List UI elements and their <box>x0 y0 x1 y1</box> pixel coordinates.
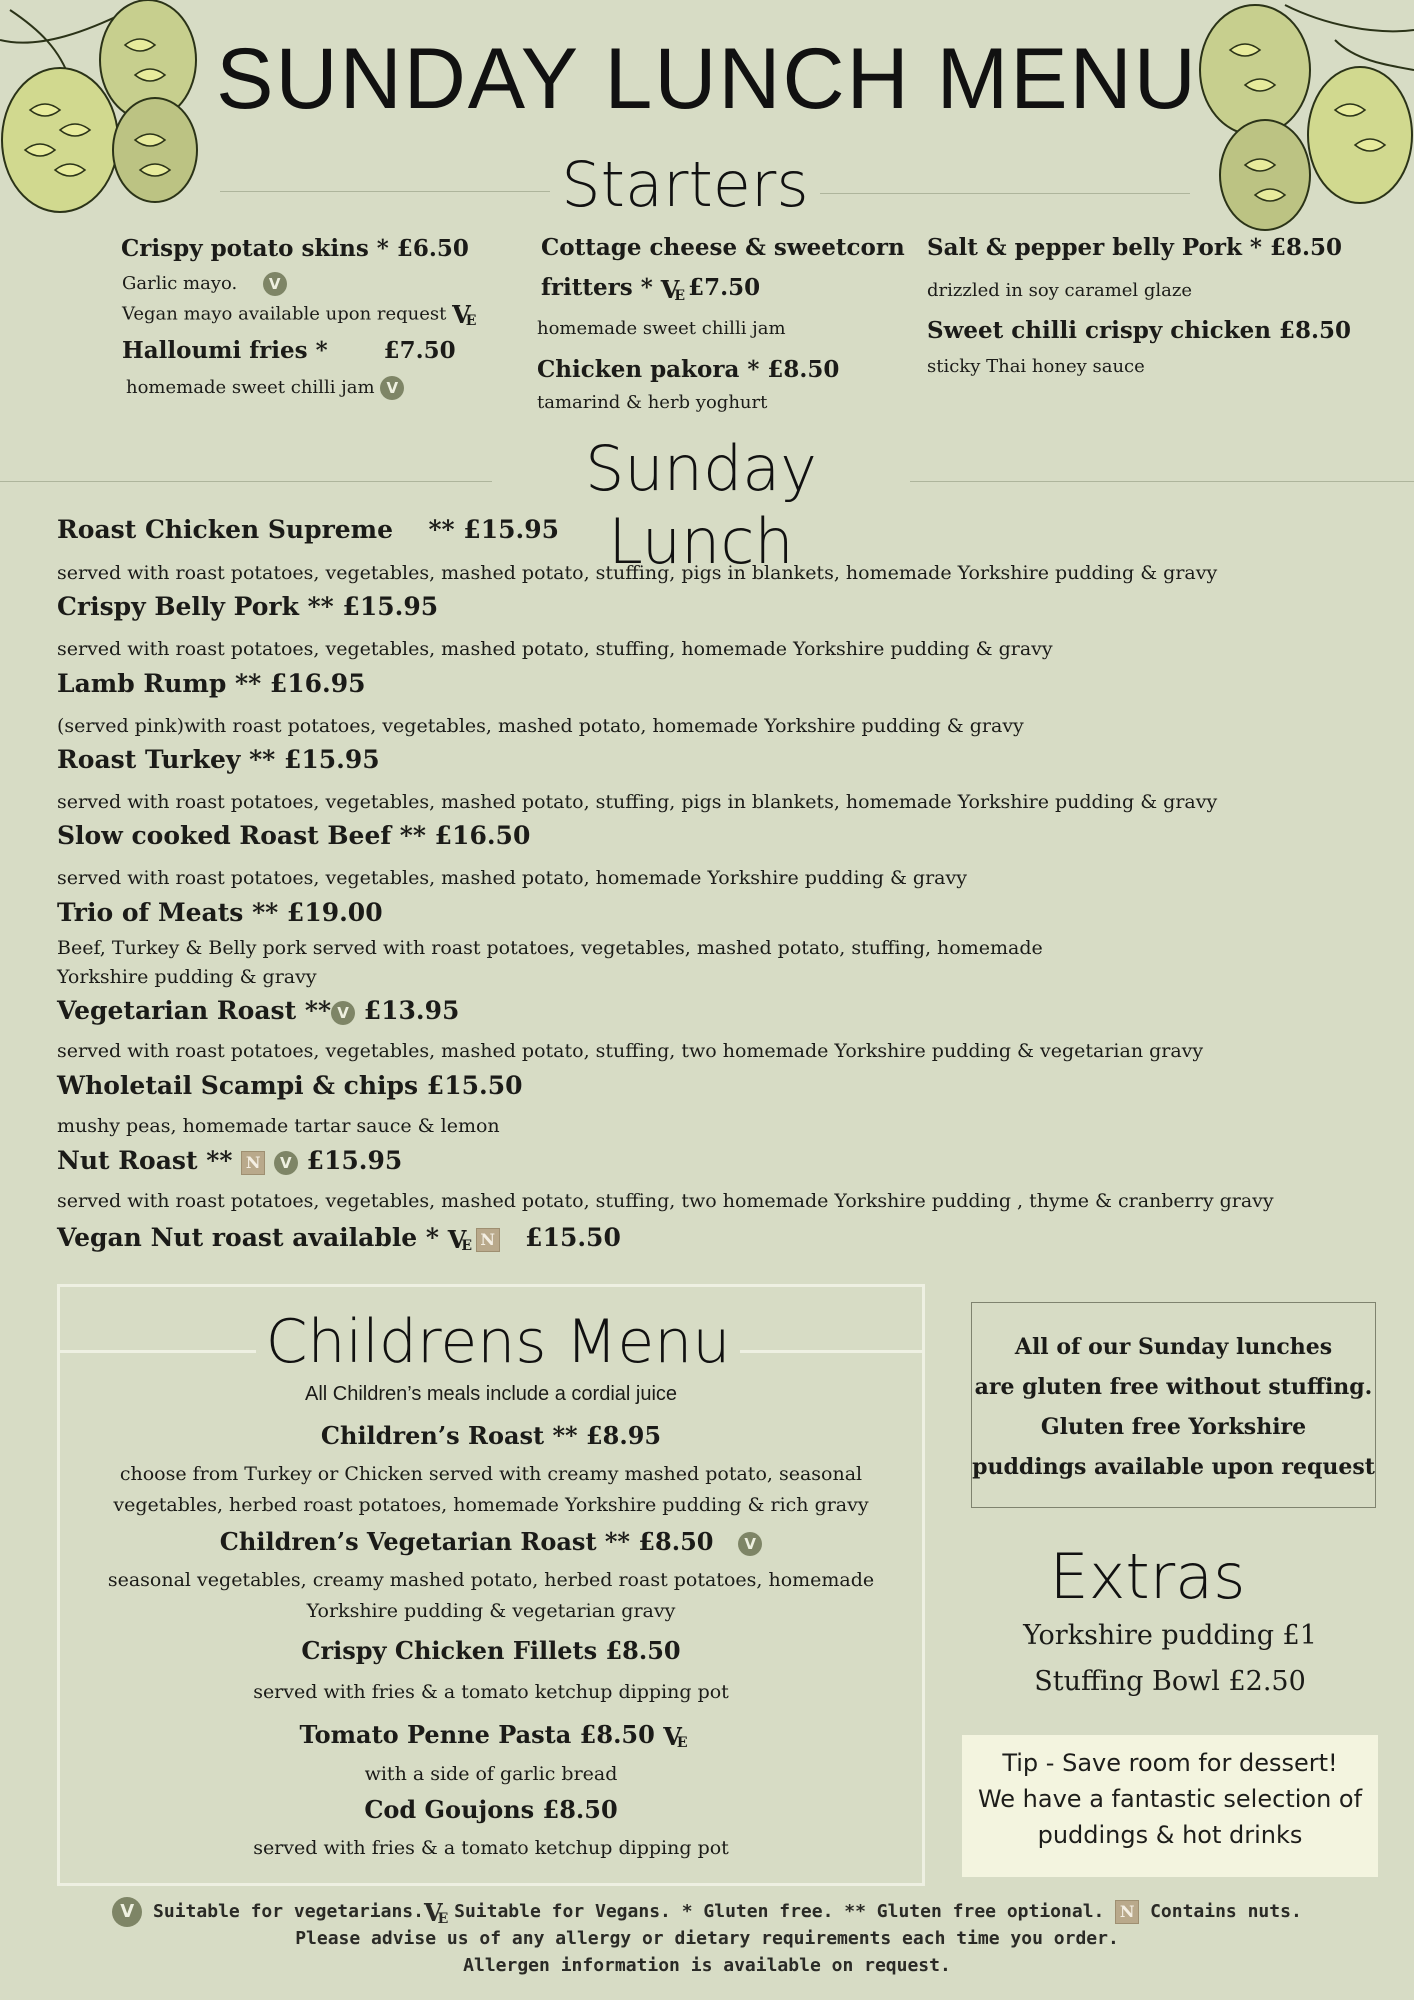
vegan-icon-v: V <box>447 1225 462 1254</box>
lunch-item-title: Vegan Nut roast available * <box>57 1223 439 1252</box>
kids-item-title: Tomato Penne Pasta £8.50 <box>299 1720 655 1749</box>
nuts-icon: N <box>476 1228 500 1252</box>
vegan-icon-v: V <box>423 1897 438 1927</box>
menu-title: SUNDAY LUNCH MENU <box>216 31 1198 127</box>
kids-rule-right <box>740 1350 922 1353</box>
lunch-rule-right <box>910 481 1414 482</box>
starter-desc: homemade sweet chilli jam <box>537 318 786 339</box>
starter-desc: tamarind & herb yoghurt <box>537 392 768 413</box>
starter-price: £7.50 <box>688 274 761 301</box>
sunday-lunch-heading: Sunday Lunch <box>585 432 817 578</box>
gf-line: All of our Sunday lunches <box>1014 1334 1333 1360</box>
vegan-icon-v: V <box>660 274 675 304</box>
lunch-item-name <box>57 1146 402 1175</box>
lunch-item-name <box>57 996 459 1025</box>
kids-item-name <box>60 1527 922 1556</box>
kids-item-desc: seasonal vegetables, creamy mashed potato, herbed roast potatoes, homemade <box>107 1569 875 1591</box>
lunch-item-desc: served with roast potatoes, vegetables, mashed potato, homemade Yorkshire pudding & gravy <box>57 867 967 889</box>
kids-item-name: Children’s Roast ** £8.95 <box>320 1421 662 1450</box>
lunch-rule-left <box>0 481 492 482</box>
dietary-legend <box>0 1897 1414 1927</box>
dessert-tip <box>962 1735 1378 1877</box>
starter-desc: sticky Thai honey sauce <box>927 356 1145 377</box>
starter-desc2-text: Vegan mayo available upon request <box>122 303 447 325</box>
lunch-item-desc: served with roast potatoes, vegetables, mashed potato, stuffing, pigs in blankets, homemade Yorkshire pudding & gravy <box>57 791 1218 813</box>
nuts-icon: N <box>1115 1900 1139 1924</box>
kids-item-desc-line2: vegetables, herbed roast potatoes, homemade Yorkshire pudding & rich gravy <box>113 1494 869 1516</box>
kids-item-desc: served with fries & a tomato ketchup dipping pot <box>253 1837 729 1859</box>
starter-name: fritters * <box>541 274 653 301</box>
starters-rule-right <box>820 193 1190 194</box>
lunch-item-name: Roast Turkey ** £15.95 <box>57 745 380 774</box>
lunch-item-name: Trio of Meats ** £19.00 <box>57 898 383 927</box>
lunch-item-name: Slow cooked Roast Beef ** £16.50 <box>57 821 531 850</box>
legend-vegan: Suitable for Vegans. <box>454 1901 671 1922</box>
lunch-item-title: Nut Roast ** <box>57 1146 233 1175</box>
vegetarian-icon: V <box>380 376 404 400</box>
kids-item-desc-line2: Yorkshire pudding & vegetarian gravy <box>306 1600 676 1622</box>
legend-gluten-free: * Gluten free. <box>681 1901 834 1922</box>
allergen-info: Allergen information is available on request. <box>463 1955 951 1976</box>
kids-item-name: Crispy Chicken Fillets £8.50 <box>301 1636 681 1665</box>
legend-nuts: Contains nuts. <box>1150 1901 1302 1922</box>
starter-item: Salt & pepper belly Pork * £8.50 <box>927 234 1342 261</box>
starters-heading: Starters <box>561 148 809 221</box>
starter-desc: drizzled in soy caramel glaze <box>927 280 1193 301</box>
vegetarian-icon: V <box>112 1897 142 1927</box>
lunch-item-desc-line2: Yorkshire pudding & gravy <box>57 966 317 988</box>
childrens-menu-box <box>57 1284 925 1886</box>
kids-item-name: Cod Goujons £8.50 <box>364 1795 618 1824</box>
gf-line: are gluten free without stuffing. <box>974 1374 1373 1400</box>
starter-price: £7.50 <box>383 337 456 364</box>
nuts-icon: N <box>241 1151 265 1175</box>
lunch-item-name <box>57 515 559 544</box>
vegan-icon <box>424 1898 443 1927</box>
extras-heading: Extras <box>1049 1540 1246 1613</box>
vegan-icon-e: E <box>465 313 472 329</box>
starter-name: Halloumi fries * <box>122 337 328 364</box>
vegan-icon-e: E <box>437 1910 444 1927</box>
gf-line: puddings available upon request <box>972 1454 1375 1480</box>
legend-gluten-free-optional: ** Gluten free optional. <box>844 1901 1105 1922</box>
vegetarian-icon: V <box>263 272 287 296</box>
vegetarian-icon: V <box>331 1001 355 1025</box>
vegan-icon-v: V <box>452 300 466 329</box>
lunch-item-name <box>57 1223 621 1254</box>
starter-item-line2 <box>541 274 760 304</box>
vegan-icon <box>663 1722 682 1751</box>
lunch-item-desc: (served pink)with roast potatoes, vegetables, mashed potato, homemade Yorkshire pudding & gravy <box>57 715 1024 737</box>
allergy-advice: Please advise us of any allergy or dietary requirements each time you order. <box>295 1928 1119 1949</box>
kids-item-name <box>60 1720 922 1751</box>
vegan-icon <box>661 275 680 304</box>
starter-desc <box>126 376 404 400</box>
lunch-item-desc: served with roast potatoes, vegetables, mashed potato, stuffing, pigs in blankets, homemade Yorkshire pudding & gravy <box>57 562 1218 584</box>
lunch-item-price: £15.50 <box>525 1223 621 1252</box>
starter-item <box>122 337 456 364</box>
kids-item-title: Children’s Vegetarian Roast ** £8.50 <box>219 1527 714 1556</box>
vegan-icon <box>452 300 471 329</box>
lunch-item-desc: served with roast potatoes, vegetables, mashed potato, stuffing, two homemade Yorkshire pudding & vegetarian gravy <box>57 1040 1204 1062</box>
vegan-icon-e: E <box>461 1238 468 1254</box>
lunch-item-name: Crispy Belly Pork ** £15.95 <box>57 592 439 621</box>
starter-desc-text: homemade sweet chilli jam <box>126 377 375 398</box>
lunch-item-price: £13.95 <box>363 996 460 1025</box>
legend-vegetarian: Suitable for vegetarians. <box>153 1901 424 1922</box>
lunch-item-desc: served with roast potatoes, vegetables, mashed potato, stuffing, homemade Yorkshire pudding & gravy <box>57 638 1053 660</box>
extras-item: Stuffing Bowl £2.50 <box>1034 1666 1306 1697</box>
lunch-item-price: ** £15.95 <box>428 515 559 544</box>
lunch-item-desc: Beef, Turkey & Belly pork served with roast potatoes, vegetables, mashed potato, stuffing, homemade <box>57 937 1043 959</box>
lunch-item-price: £15.95 <box>306 1146 403 1175</box>
starter-desc <box>122 272 287 296</box>
lunch-item-title: Roast Chicken Supreme <box>57 515 394 544</box>
starter-item: Cottage cheese & sweetcorn <box>541 234 905 261</box>
vegan-icon-e: E <box>676 1735 683 1751</box>
childrens-menu-heading: Childrens Menu <box>265 1307 731 1377</box>
extras-item: Yorkshire pudding £1 <box>1023 1620 1317 1651</box>
kids-rule-left <box>60 1350 256 1353</box>
kids-item-desc: choose from Turkey or Chicken served with creamy mashed potato, seasonal <box>119 1463 863 1485</box>
tip-line: Tip - Save room for dessert! <box>1002 1749 1338 1777</box>
vegetarian-icon: V <box>274 1151 298 1175</box>
tip-line: puddings & hot drinks <box>1037 1821 1303 1849</box>
vegan-icon <box>448 1225 467 1254</box>
kids-item-desc: served with fries & a tomato ketchup dipping pot <box>253 1681 729 1703</box>
lunch-item-desc: served with roast potatoes, vegetables, mashed potato, stuffing, two homemade Yorkshire pudding , thyme & cranberry gravy <box>57 1190 1274 1212</box>
starters-rule-left <box>220 191 550 192</box>
starter-item: Sweet chilli crispy chicken £8.50 <box>927 317 1352 344</box>
lunch-item-desc: mushy peas, homemade tartar sauce & lemon <box>57 1115 500 1137</box>
vegan-icon-e: E <box>674 287 681 304</box>
vegan-icon-v: V <box>663 1722 677 1751</box>
vegetarian-icon: V <box>738 1532 762 1556</box>
lunch-item-name: Wholetail Scampi & chips £15.50 <box>57 1071 523 1100</box>
starter-desc-text: Garlic mayo. <box>122 273 238 294</box>
tip-line: We have a fantastic selection of <box>977 1785 1363 1813</box>
gf-line: Gluten free Yorkshire <box>1040 1414 1307 1440</box>
starter-item: Chicken pakora * £8.50 <box>537 356 840 383</box>
childrens-intro: All Children’s meals include a cordial juice <box>304 1383 678 1405</box>
starter-name: Crispy potato skins * £6.50 <box>121 235 469 262</box>
gluten-free-note <box>971 1302 1376 1508</box>
kids-item-desc: with a side of garlic bread <box>364 1763 618 1785</box>
lunch-item-title: Vegetarian Roast ** <box>57 996 332 1025</box>
starter-item <box>121 235 469 262</box>
starter-desc-line2 <box>122 300 471 329</box>
lunch-item-name: Lamb Rump ** £16.95 <box>57 669 366 698</box>
